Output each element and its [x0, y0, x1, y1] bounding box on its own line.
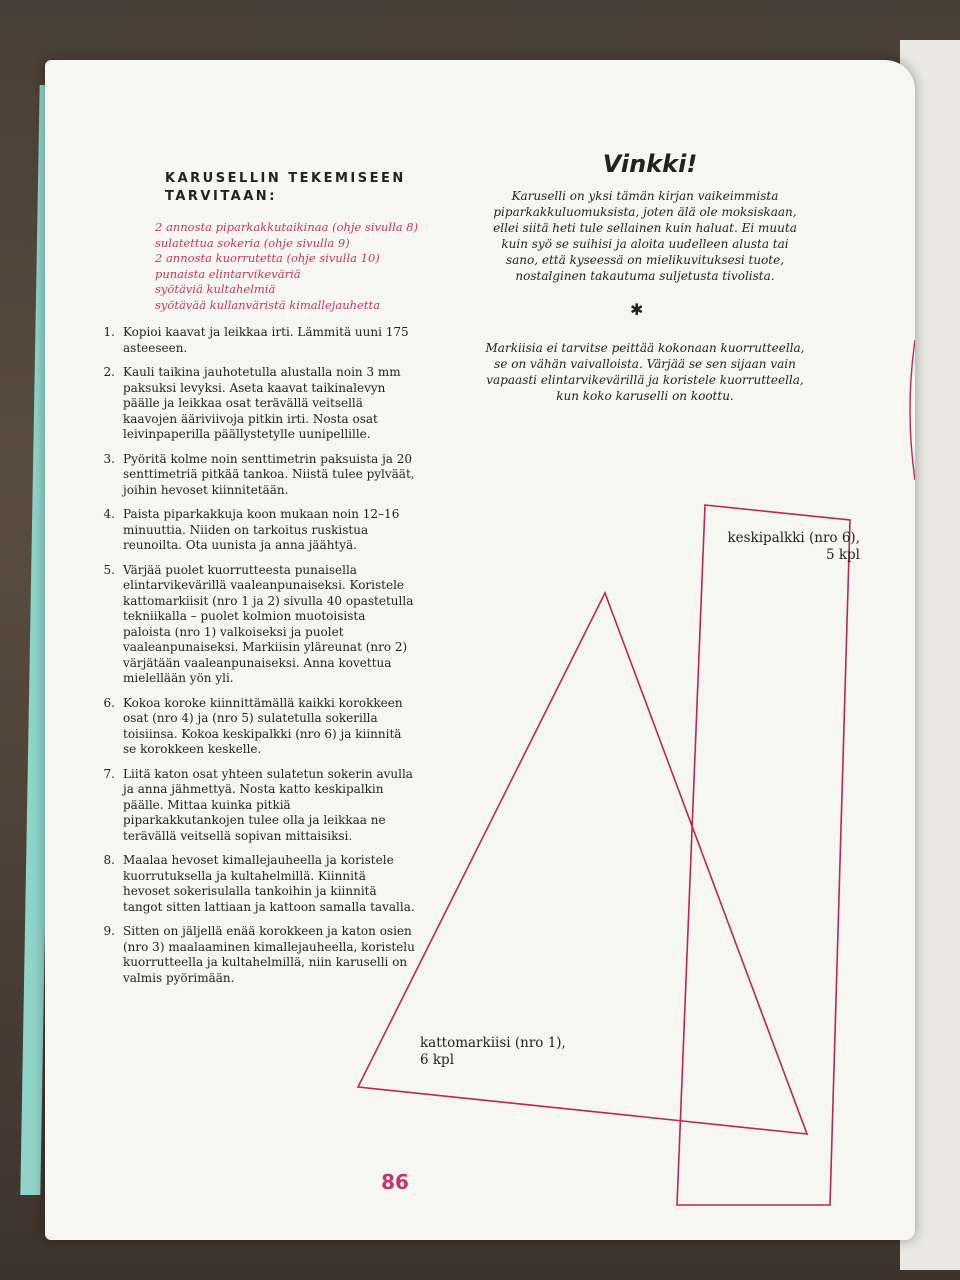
- step-number: 9.: [103, 924, 115, 938]
- center-beam-label: [710, 530, 860, 564]
- roof-awning-label: [420, 1035, 600, 1069]
- roof-awning-label-line-1: kattomarkiisi (nro 1),: [420, 1035, 566, 1051]
- tip-title: Vinkki!: [602, 150, 698, 178]
- step-text: Kopioi kaavat ja leikkaa irti. Lämmitä uuni 175 asteeseen.: [123, 325, 409, 355]
- step-text: Maalaa hevoset kimallejauheella ja koristele kuorrutuksella ja kultahelmillä. Kiinnitä hevoset sokerisulalla tankoihin ja kiinnitä tangot sitten lattiaan ja kattoon samalla tavalla.: [123, 853, 415, 914]
- ingredient-item: 2 annosta piparkakkutaikinaa (ohje sivulla 8): [155, 220, 419, 234]
- step-number: 4.: [103, 507, 115, 521]
- ingredient-item: sulatettua sokeria (ohje sivulla 9): [155, 235, 350, 250]
- step-number: 8.: [103, 853, 115, 867]
- book-page: [45, 60, 915, 1240]
- ingredient-item: syötävää kullanväristä kimallejauhetta: [155, 297, 380, 312]
- step-text: Kokoa koroke kiinnittämällä kaikki korokkeen osat (nro 4) ja (nro 5) sulatetulla sokerilla toisiinsa. Kokoa keskipalkki (nro 6) ja kiinnitä se korokkeen keskelle.: [123, 695, 403, 756]
- step-number: 2.: [103, 365, 115, 379]
- step-text: Sitten on jäljellä enää korokkeen ja katon osien (nro 3) maalaaminen kimallejauheella, koristelu kuorrutteella ja kultahelmillä, niin karuselli on valmis pyörimään.: [123, 924, 415, 985]
- page-number: 86: [381, 1170, 409, 1194]
- step-text: Kauli taikina jauhotetulla alustalla noin 3 mm paksuksi levyksi. Aseta kaavat taikinalevyn päälle ja leikkaa osat terävällä veitsellä kaavojen ääriviivoja pitkin irti. Nosta osat leivinpaperilla päällystetylle uunipellille.: [123, 365, 401, 441]
- step-number: 3.: [103, 451, 115, 466]
- asterisk-icon: ✱: [630, 300, 644, 319]
- next-page-template-arc: [910, 340, 915, 480]
- ingredient-item: 2 annosta kuorrutetta (ohje sivulla 10): [155, 251, 380, 265]
- step-text: Pyöritä kolme noin senttimetrin paksuista ja 20 senttimetriä pitkää tankoa. Niistä tulee pylväät, joihin hevoset kiinnitetään.: [123, 451, 415, 497]
- step-text: Värjää puolet kuorrutteesta punaisella elintarvikevärillä vaaleanpunaiseksi. Koristele kattomarkiisit (nro 1 ja 2) sivulla 40 opastetulla tekniikalla – puolet kolmion muotoisista paloista (nro 1) valkoiseksi ja puolet vaaleanpunaiseksi. Markiisin yläreunat (nro 2) värjätään vaaleanpunaiseksi. Anna kovettua mielellään yön yli.: [123, 562, 414, 685]
- roof-awning-label-line-2: 6 kpl: [420, 1052, 455, 1068]
- heading-line-2: TARVITAAN:: [165, 189, 277, 204]
- tip-note: Markiisia ei tarvitse peittää kokonaan kuorrutteella, se on vähän vaivalloista. Värjää se sen sijaan vain vapaasti elintarvikevärillä ja koristele kuorrutteella, kun koko karuselli on koottu.: [485, 341, 805, 403]
- ingredient-item: syötäviä kultahelmiä: [155, 282, 276, 296]
- step-number: 6.: [103, 695, 115, 710]
- center-beam-label-line-1: keskipalkki (nro 6),: [727, 530, 860, 546]
- center-beam-label-line-2: 5 kpl: [825, 547, 860, 563]
- tip-text: Karuselli on yksi tämän kirjan vaikeimmista piparkakkuluomuksista, joten älä ole moksiskaan, ellei siitä heti tule sellainen kuin haluat. Ei muuta kuin syö se suihisi ja aloita uudelleen alusta tai sano, että kyseessä on mielikuvituksesi tuote, nostalginen takautuma suljetusta tivolista.: [493, 189, 797, 283]
- heading-line-1: KARUSELLIN TEKEMISEEN: [165, 171, 406, 186]
- step-text: Liitä katon osat yhteen sulatetun sokerin avulla ja anna jähmettyä. Nosta katto keskipalkin päälle. Mittaa kuinka pitkiä piparkakkutankojen tulee olla ja leikkaa ne terävällä veitsellä sopivan mittaisiksi.: [123, 766, 413, 843]
- step-number: 7.: [103, 766, 115, 781]
- step-number: 1.: [103, 325, 115, 339]
- ingredient-item: punaista elintarvikeväriä: [155, 266, 301, 281]
- step-text: Paista piparkakkuja koon mukaan noin 12–16 minuuttia. Niiden on tarkoitus ruskistua reunoilta. Ota uunista ja anna jäähtyä.: [123, 507, 400, 552]
- step-number: 5.: [103, 562, 115, 577]
